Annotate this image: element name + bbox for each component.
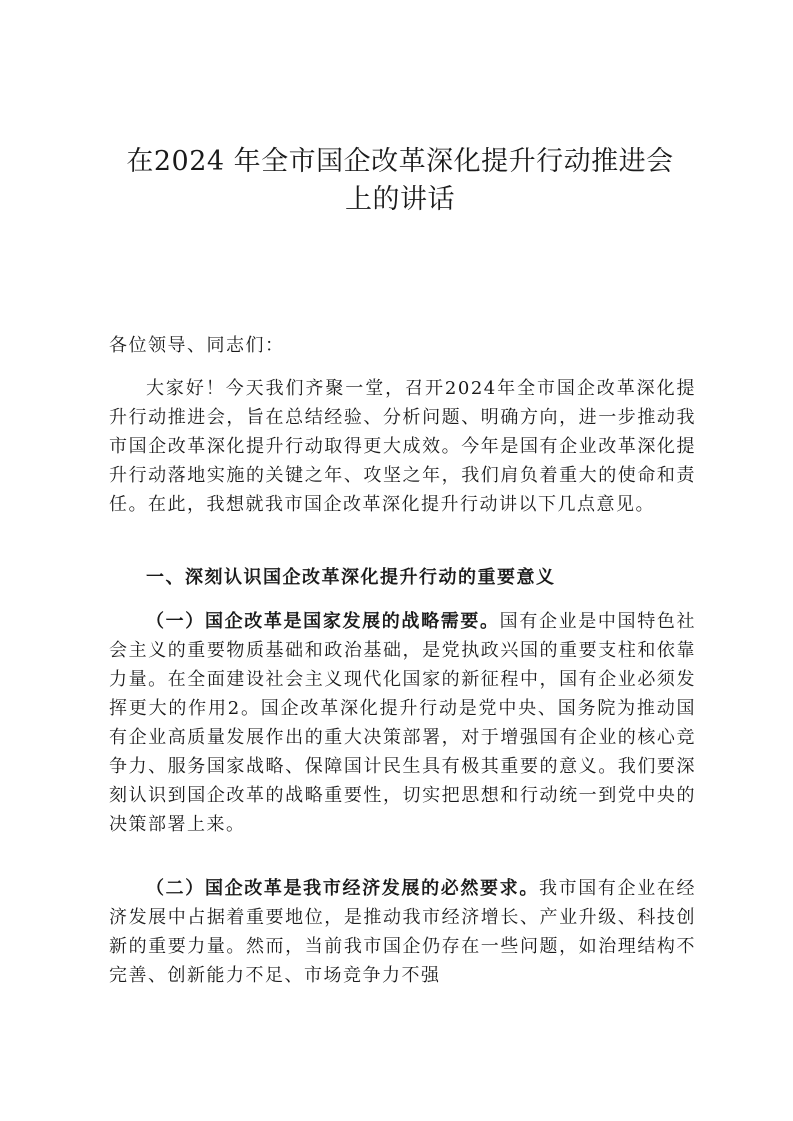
subsection-2-body: 我市国有企业在经济发展中占据着重要地位，是推动我市经济增长、产业升级、科技创新的重要力量。然而，当前我市国企仍存在一些问题，如治理结构不完善、创新能力不足、市场竞争力不强 [109, 878, 697, 986]
document-title [100, 143, 700, 219]
greeting: 各位领导、同志们： [109, 335, 285, 356]
subsection-1-body: 国有企业是中国特色社会主义的重要物质基础和政治基础，是党执政兴国的重要支柱和依靠力量。在全面建设社会主义现代化国家的新征程中，国有企业必须发挥更大的作用2。国企改革深化提升行动是党中央、国务院为推动国有企业高质量发展作出的重大决策部署，对于增强国有企业的核心竞争力、服务国家战略、保障国计民生具有极其重要的意义。我们要深刻认识到国企改革的战略重要性，切实把思想和行动统一到党中央的决策部署上来。 [109, 611, 697, 835]
intro-paragraph: 大家好！今天我们齐聚一堂，召开2024年全市国企改革深化提升行动推进会，旨在总结经验、分析问题、明确方向，进一步推动我市国企改革深化提升行动取得更大成效。今年是国有企业改革深化提升行动落地实施的关键之年、攻坚之年，我们肩负着重大的使命和责任。在此，我想就我市国企改革深化提升行动讲以下几点意见。 [109, 378, 696, 515]
title-line-1: 在2024 年全市国企改革深化提升行动推进会 [126, 146, 674, 177]
subsection-2-paragraph [109, 874, 696, 990]
title-line-2: 上的讲话 [345, 184, 455, 215]
section-heading-1: 一、深刻认识国企改革深化提升行动的重要意义 [146, 567, 556, 588]
subsection-2-heading: （二）国企改革是我市经济发展的必然要求。 [146, 878, 539, 899]
subsection-1-paragraph [109, 607, 696, 839]
subsection-1-heading: （一）国企改革是国家发展的战略需要。 [146, 611, 500, 632]
